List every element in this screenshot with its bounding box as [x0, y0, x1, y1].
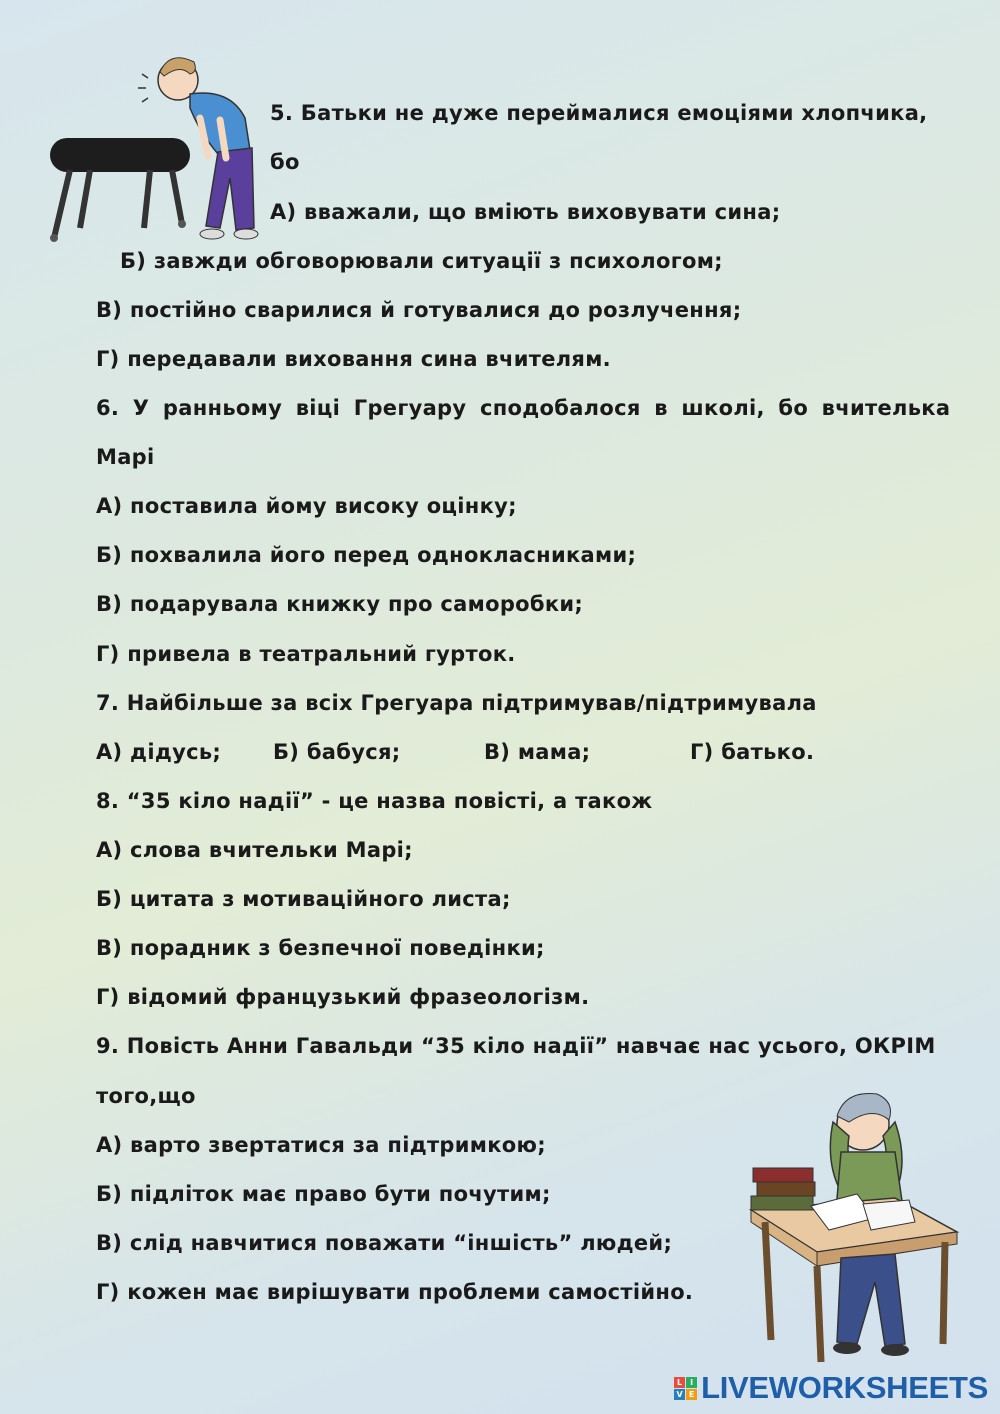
- option-9c: В) слід навчитися поважати “іншість” людей;: [96, 1231, 673, 1255]
- option-6a: А) поставила йому високу оцінку;: [96, 494, 517, 518]
- logo-letter-v: V: [674, 1389, 685, 1400]
- question-8-line-1: 8. “35 кіло надії” - це назва повісті, а також: [96, 789, 653, 813]
- option-8b: Б) цитата з мотиваційного листа;: [96, 887, 511, 911]
- question-9-line-1: 9. Повість Анни Гавальди “35 кіло надії” навчає нас усього, ОКРІМ: [96, 1034, 936, 1058]
- option-6c: В) подарувала книжку про саморобки;: [96, 592, 584, 616]
- option-8c: В) порадник з безпечної поведінки;: [96, 936, 545, 960]
- option-6d: Г) привела в театральний гурток.: [96, 642, 516, 666]
- option-5b: Б) завжди обговорювали ситуації з психологом;: [120, 249, 723, 273]
- option-6b: Б) похвалила його перед однокласниками;: [96, 543, 637, 567]
- option-9a: А) варто звертатися за підтримкою;: [96, 1133, 546, 1157]
- question-5-text: 5. Батьки не дуже переймалися емоціями хлопчика,: [270, 101, 928, 125]
- liveworksheets-logo-icon: [674, 1377, 697, 1400]
- option-8a: А) слова вчительки Марі;: [96, 838, 413, 862]
- option-5a: А) вважали, що вміють виховувати сина;: [270, 200, 781, 224]
- logo-letter-e: E: [686, 1389, 697, 1400]
- logo-letter-i: I: [686, 1377, 697, 1388]
- question-6-line-2: Марі: [96, 445, 155, 469]
- option-8d: Г) відомий французький фразеологізм.: [96, 985, 590, 1009]
- question-9-line-2: того,що: [96, 1084, 196, 1108]
- option-5c: В) постійно сварилися й готувалися до розлучення;: [96, 298, 742, 322]
- boy-at-desk-illustration: [745, 1082, 965, 1367]
- liveworksheets-brand-text: LIVEWORKSHEETS: [701, 1370, 988, 1405]
- boy-vaulting-horse-illustration: [40, 38, 270, 248]
- question-6-line-1: 6. У ранньому віці Грегуару сподобалося в школі, бо вчителька: [96, 396, 951, 420]
- option-9b: Б) підліток має право бути почутим;: [96, 1182, 551, 1206]
- option-9d: Г) кожен має вирішувати проблеми самостійно.: [96, 1280, 694, 1304]
- question-5-line-1: [270, 99, 928, 127]
- question-7-line-1: 7. Найбільше за всіх Грегуара підтримував/підтримувала: [96, 691, 817, 715]
- option-7b: Б) бабуся;: [273, 740, 401, 764]
- option-5d: Г) передавали виховання сина вчителям.: [96, 347, 611, 371]
- liveworksheets-branding: [674, 1370, 988, 1406]
- question-5-line-2: бо: [270, 150, 300, 174]
- option-7a: А) дідусь;: [96, 740, 222, 764]
- option-7c: В) мама;: [484, 740, 591, 764]
- logo-letter-l: L: [674, 1377, 685, 1388]
- option-7d: Г) батько.: [690, 740, 815, 764]
